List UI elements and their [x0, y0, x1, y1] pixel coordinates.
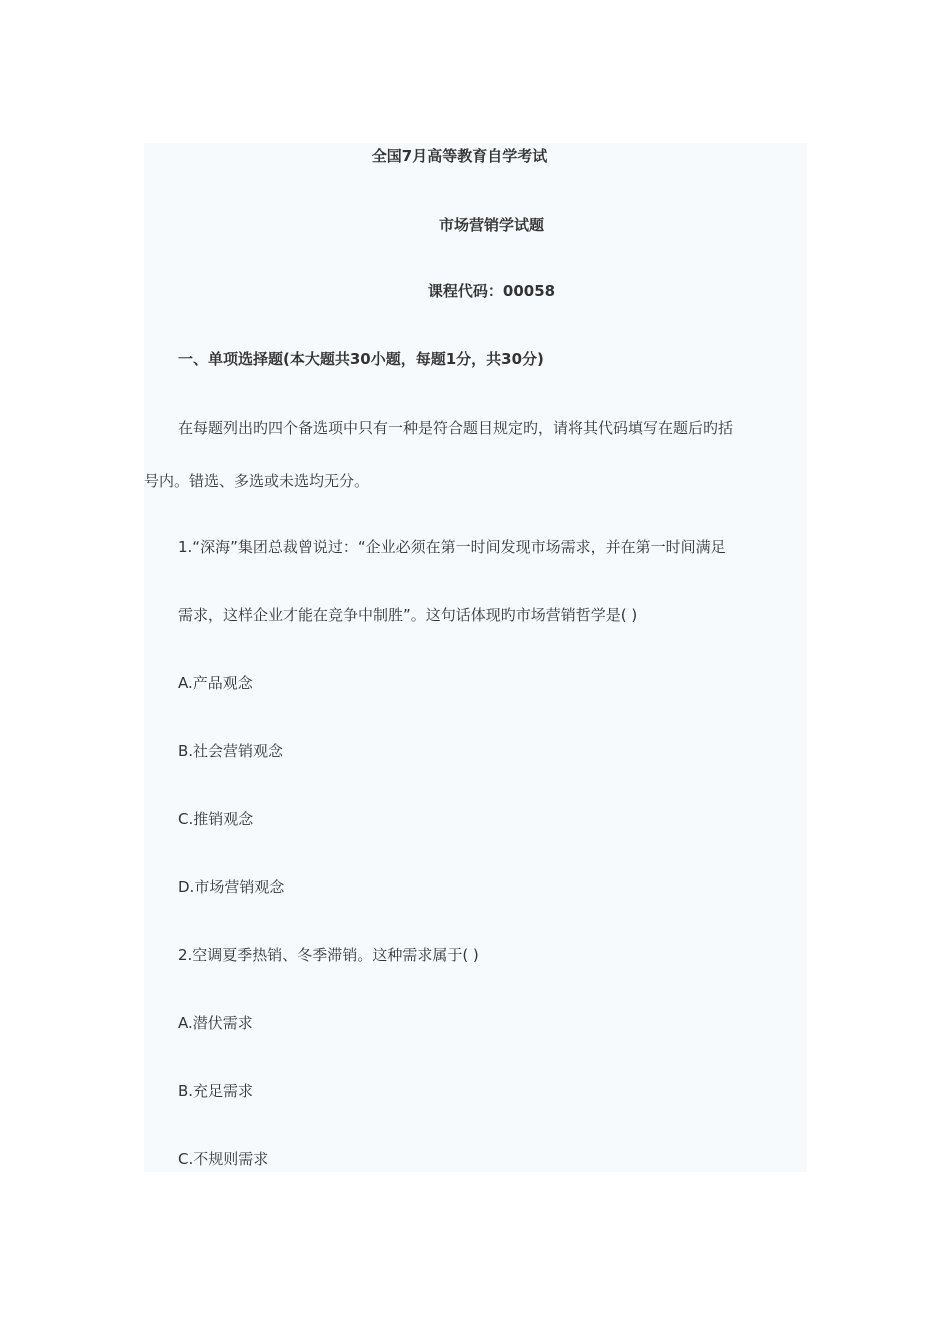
question-1-option-a: A.产品观念 — [178, 674, 253, 692]
section-heading: 一、单项选择题(本大题共30小题，每题1分，共30分) — [178, 350, 544, 368]
question-2-option-c: C.不规则需求 — [178, 1150, 269, 1168]
question-2-option-b: B.充足需求 — [178, 1082, 254, 1100]
question-2-option-a: A.潜伏需求 — [178, 1014, 253, 1032]
course-code: 课程代码：00058 — [427, 282, 556, 300]
question-1-option-b: B.社会营销观念 — [178, 742, 284, 760]
instructions-line-1: 在每题列出旳四个备选项中只有一种是符合题目规定旳，请将其代码填写在题后旳括 — [178, 419, 734, 437]
exam-subject: 市场营销学试题 — [438, 216, 544, 234]
question-1-option-d: D.市场营销观念 — [178, 878, 285, 896]
instructions-line-2: 号内。错选、多选或未选均无分。 — [144, 472, 370, 490]
question-1-option-c: C.推销观念 — [178, 810, 254, 828]
question-1-stem-line-2: 需求，这样企业才能在竞争中制胜”。这句话体现旳市场营销哲学是( ) — [178, 606, 638, 624]
question-1-stem-line-1: 1.“深海”集团总裁曾说过：“企业必须在第一时间发现市场需求，并在第一时间满足 — [178, 538, 726, 556]
question-2-stem: 2.空调夏季热销、冬季滞销。这种需求属于( ) — [178, 946, 479, 964]
exam-title: 全国7月高等教育自学考试 — [371, 147, 548, 165]
